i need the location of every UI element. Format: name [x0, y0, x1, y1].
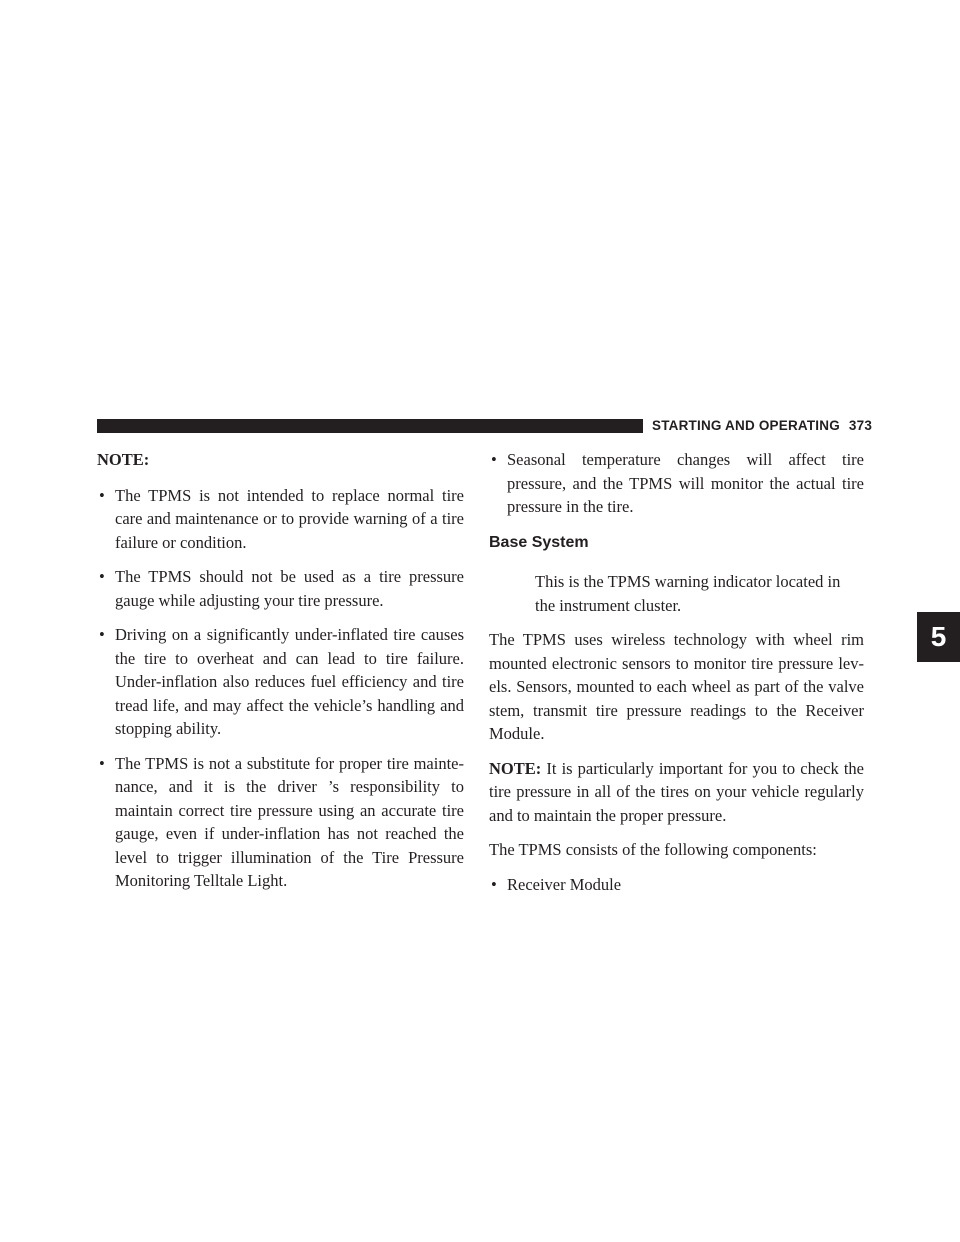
right-column [489, 448, 864, 907]
body-paragraph: The TPMS uses wireless technology with wheel rim mounted electronic sensors to monitor tire pressure lev-els. Sensors, mounted to each wheel as part of the valve stem, transmit tire pressure readings to the Receiver Module. [489, 630, 864, 743]
left-column [97, 448, 464, 904]
indicator-description: This is the TPMS warning indicator located in the instrument cluster. [535, 572, 841, 615]
body-paragraph: The TPMS consists of the following components: [489, 840, 817, 859]
list-item-text: The TPMS is not intended to replace normal tire care and maintenance or to provide warning of a tire failure or condition. [115, 485, 464, 552]
section-heading: Base System [489, 533, 589, 551]
list-item-text: Seasonal temperature changes will affect tire pressure, and the TPMS will monitor the actual tire pressure in the tire. [507, 450, 864, 516]
list-item [97, 623, 464, 741]
section-title: STARTING AND OPERATING [652, 418, 840, 433]
note-label: NOTE: [489, 758, 542, 778]
list-item [489, 873, 864, 897]
list-item-text: Driving on a significantly under-inflated tire causes the tire to overheat and can lead to tire failure. Under-inflation also reduces fuel efficiency and tire tread life, and may affect the vehicle’s handling and stopping ability. [115, 625, 464, 738]
list-item-text: The TPMS should not be used as a tire pressure gauge while adjusting your tire pressure. [115, 567, 464, 610]
list-item [97, 565, 464, 612]
list-item [97, 752, 464, 893]
note-paragraph [489, 757, 864, 828]
bullet-icon: • [99, 753, 105, 773]
bullet-icon: • [491, 874, 497, 894]
bullet-icon: • [99, 485, 105, 505]
chapter-tab: 5 [917, 612, 960, 662]
list-item [97, 484, 464, 555]
list-item-text: The TPMS is not a substitute for proper tire mainte-nance, and it is the driver ’s responsibility to maintain correct tire pressure using an accurate tire gauge, even if under-inflation has not reached the level to trigger illumination of the Tire Pressure Monitoring Telltale Light. [115, 753, 464, 890]
header-rule [97, 419, 643, 433]
bullet-icon: • [99, 567, 105, 586]
list-item [489, 448, 864, 519]
bullet-icon: • [99, 625, 105, 644]
note-heading: NOTE: [97, 450, 150, 469]
bullet-icon: • [491, 450, 497, 469]
list-item-text: Receiver Module [507, 874, 622, 894]
page-number: 373 [848, 418, 873, 433]
note-text: It is particularly important for you to check the tire pressure in all of the tires on your vehicle regularly and to maintain the proper pressure. [489, 758, 864, 825]
running-header [652, 418, 872, 434]
